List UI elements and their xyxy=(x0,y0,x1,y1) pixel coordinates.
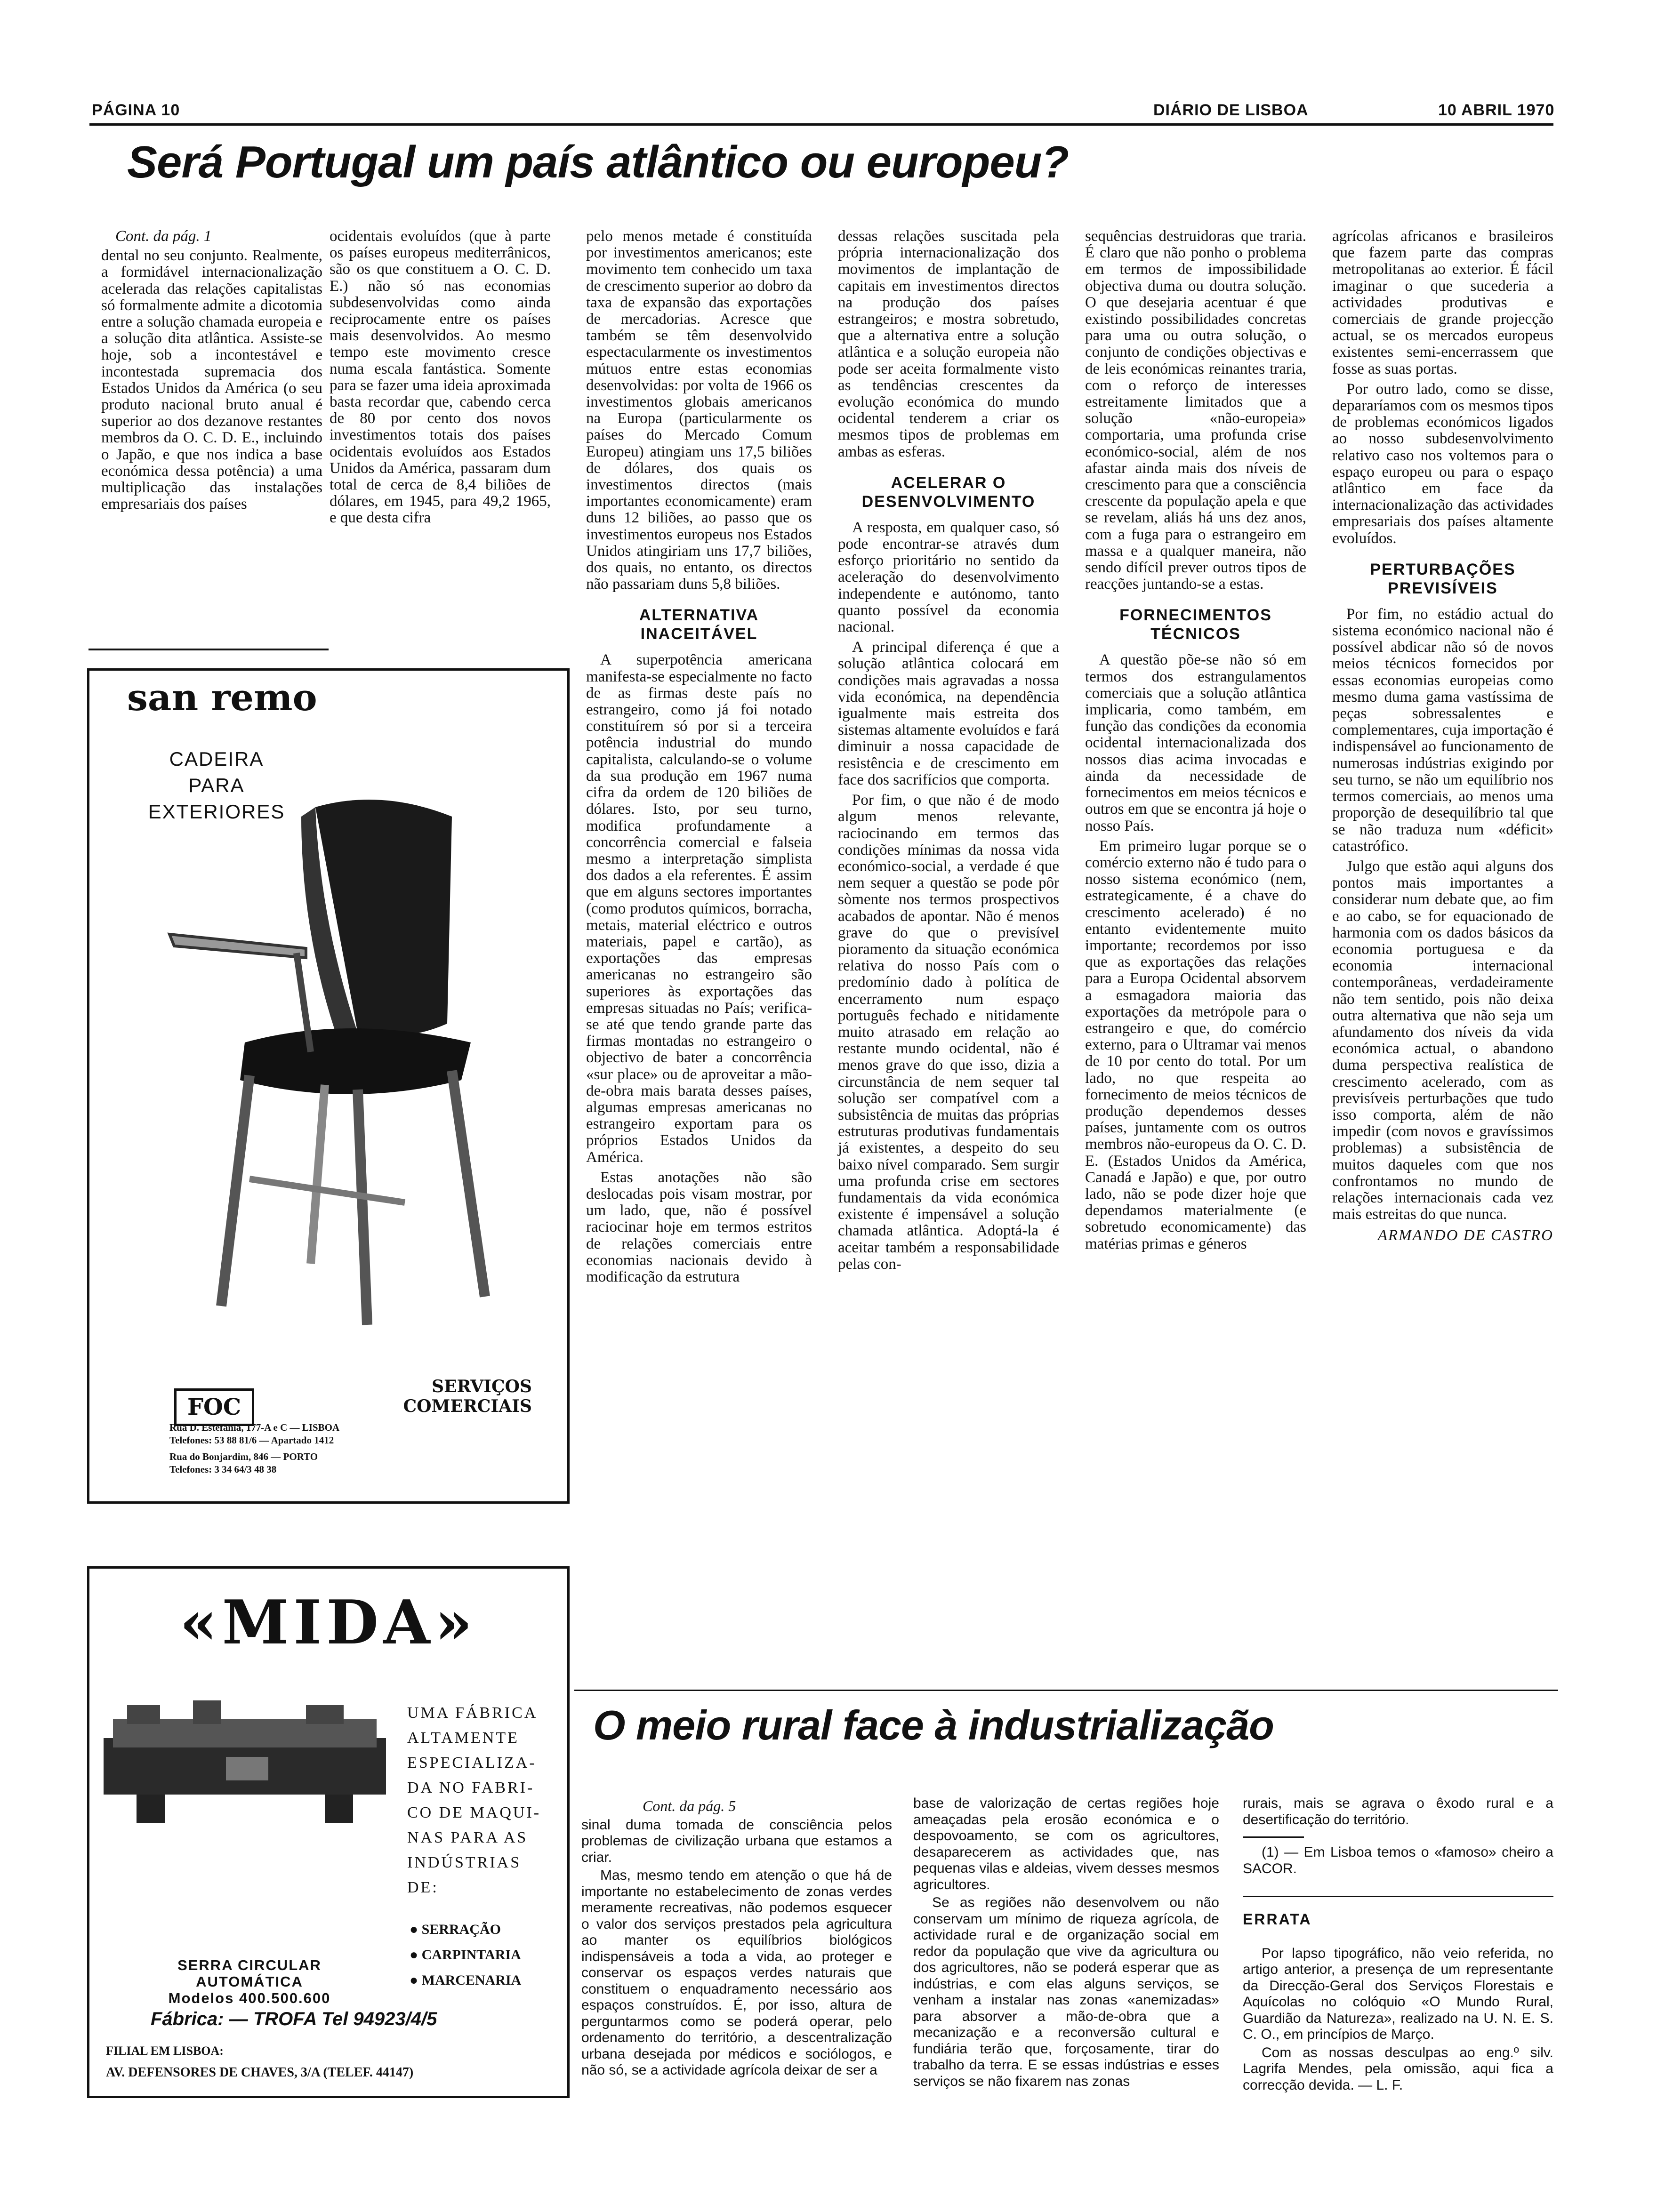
page-number: PÁGINA 10 xyxy=(92,101,180,119)
ad-tagline: CADEIRA PARA EXTERIORES xyxy=(148,748,285,823)
saw-machine-image xyxy=(99,1686,400,1827)
paragraph: rurais, mais se agrava o êxodo rural e a desertificação do território. xyxy=(1243,1795,1553,1827)
article-column-1 xyxy=(101,228,322,516)
branch-label: FILIAL EM LISBOA: xyxy=(106,2044,224,2058)
paragraph: Por lapso tipográfico, não veio referida, no artigo anterior, a presença de um representante da Direcção-Geral dos Serviços Florestais e Aquícolas no colóquio «O Mundo Rural, Guardião da Natureza», realizado na U. N. E. S. C. O., em princípios de Março. xyxy=(1243,1945,1553,2042)
article-title: Será Portugal um país atlântico ou europeu? xyxy=(127,137,1069,187)
paragraph: Por fim, no estádio actual do sistema económico nacional não é possível abdicar não só de novos meios técnicos fornecidos por essas economias europeias como mesmo duma gama vastíssima de peças sobressalentes e complementares, cuja importação é indispensável ao funcionamento de numerosas indústrias exigindo por seu turno, se não um equilíbrio nos termos comerciais, ao menos uma proporção de desequilíbrio tal que se não traduza num «déficit» catastrófico. xyxy=(1332,605,1553,855)
paragraph: Estas anotações não são deslocadas pois visam mostrar, por um lado, que, não é possível raciocinar hoje em termos estritos de relações comerciais entre economias nacionais devido à modificação da estrutura xyxy=(586,1169,812,1285)
ad-tagline: UMA FÁBRICA ALTAMENTE ESPECIALIZA- DA NO FABRI- CO DE MAQUI- NAS PARA AS INDÚSTRIAS DE: xyxy=(407,1704,541,1896)
foc-logo: FOC xyxy=(174,1388,254,1426)
brand-name: san remo xyxy=(127,676,317,719)
paragraph: pelo menos metade é constituída por investimentos americanos; este movimento tem conhecido um taxa de crescimento superior ao dobro da taxa de expansão das exportações de mercadorias. Acresce que também se têm desenvolvido espectacularmente os investimentos mútuos entre estas economias desenvolvidas: por volta de 1966 os investimentos globais americanos na Europa (particularmente os países do Mercado Comum Europeu) atingiam uns 17,5 biliões de dólares, dos quais os investimentos directos (mais importantes economicamente) eram duns 12 biliões, ao passo que os investimentos europeus nos Estados Unidos atingiriam uns 17,7 biliões, dos quais, no entanto, os directos não passariam duns 5,8 biliões. xyxy=(586,228,812,593)
factory-phone: Fábrica: — TROFA Tel 94923/4/5 xyxy=(151,2009,437,2029)
article-column-5 xyxy=(1085,228,1306,1256)
paragraph: Se as regiões não desenvolvem ou não conservam um mínimo de riqueza agrícola, de actividade rural e de organização social em redor da população que vive da agricultura ou dos agricultores, não se poderá esperar que as indústrias, e com elas alguns serviços, se venham a instalar nas zonas «anemizadas» para absorver a mão-de-obra que a mecanização e a reconversão cultural e fundiária terão que, forçosamente, tirar do trabalho da terra. E se essas indústrias e esses serviços se não fixarem nas zonas xyxy=(913,1895,1219,2089)
article-column-6 xyxy=(1332,228,1553,1244)
newspaper-name: DIÁRIO DE LISBOA xyxy=(1153,101,1309,119)
paragraph: Em primeiro lugar porque se o comércio externo não é tudo para o nosso sistema económico (nem, estrategicamente, é a chave do crescimento acelerado) é no entanto evidentemente muito importante; recordemos por isso que as exportações das relações para a Europa Ocidental absorvem a esmagadora maioria das exportações da metrópole para o estrangeiro e que, do comércio externo, para o Ultramar vai menos de 10 por cento do total. Por um lado, no que respeita ao fornecimento de meios técnicos de produção dependemos desses países, juntamente com os outros membros não-europeus da O. C. D. E. (Estados Unidos da América, Canadá e Japão) e que, por outro lado, não se pode dizer hoje que dependamos materialmente (e sobretudo economicamente) das matérias primas e géneros xyxy=(1085,837,1306,1252)
article2-column-2 xyxy=(913,1795,1219,2092)
branch-address: AV. DEFENSORES DE CHAVES, 3/A (TELEF. 44147) xyxy=(106,2065,414,2080)
mida-advertisement xyxy=(87,1566,570,2098)
column-divider xyxy=(88,649,329,650)
paragraph: ocidentais evoluídos (que à parte os países europeus mediterrânicos, são os que constituem a O. C. D. E.) não só nas economias subdesenvolvidas como ainda reciprocamente entre os países mais desenvolvidos. Ao mesmo tempo este movimento cresce numa escala fantástica. Somente para se fazer uma ideia aproximada basta recordar que, cabendo cerca de 80 por cento dos novos investimentos totais dos países ocidentais evoluídos aos Estados Unidos da América, passaram dum total de cerca de 8,4 biliões de dólares, em 1945, para 49,2 1965, e que desta cifra xyxy=(330,228,551,527)
paragraph: Por outro lado, como se disse, depararíamos com os mesmos tipos de problemas económicos ligados ao nosso subdesenvolvimento relativo caso nos voltemos para o espaço europeu ou para o espaço atlântico em face da internacionalização das actividades empresariais dos países altamente evoluídos. xyxy=(1332,380,1553,547)
subheading: FORNECIMENTOS TÉCNICOS xyxy=(1119,606,1272,643)
paragraph: Por fim, o que não é de modo algum menos relevante, raciocinando em termos das condições mínimas da nossa vida económico-social, a verdade é que nem sequer a questão se pode pôr sòmente nos termos prospectivos acabados de apontar. Não é menos grave do que o previsível pioramento da situação económica relativa do nosso País com o predomínio dado à política de encerramento num espaço português fechado e nitidamente muito atrasado em relação ao restante mundo ocidental, não é menos grave do que isso, dizia a circunstância de nem sequer tal solução ser compatível com a subsistência de muitas das próprias estruturas produtivas fundamentais já existentes, a despeito do seu baixo nível comparado. Sem surgir uma profunda crise em sectores fundamentais da vida económica existente é impensável a solução chamada atlântica. Adoptá-la é aceitar também a responsabilidade pelas con- xyxy=(838,792,1059,1273)
sanremo-advertisement xyxy=(87,668,570,1504)
brand-name: «MIDA» xyxy=(179,1587,477,1658)
continued-from: Cont. da pág. 5 xyxy=(643,1797,736,1814)
article2-column-1 xyxy=(581,1798,892,2081)
paragraph: Mas, mesmo tendo em atenção o que há de importante no estabelecimento de zonas verdes meramente recreativas, não podemos esquecer o valor dos serviços prestados pela agricultura ao manter os equilíbrios biológicos indispensáveis a toda a vida, ao proteger e conservar os espaços verdes naturais que constituem o enquadramento necessário aos espaços construídos. É, por isso, altura de perguntarmos como se poderá operar, pelo ordenamento do território, a descentralização urbana desejada por médicos e sociólogos, e não só, se a actividade agrícola deixar de ser a xyxy=(581,1867,892,2078)
errata-rule xyxy=(1243,1896,1553,1897)
article-column-2 xyxy=(330,228,551,530)
paragraph: Julgo que estão aqui alguns dos pontos mais importantes a considerar num debate que, ao fim e ao cabo, se for equacionado de harmonia com os dados básicos da economia portuguesa e da economia internacional contemporâneas, verdadeiramente não tem sentido, pois não deixa outra alternativa que não seja um afundamento dos níveis da vida económica actual, o abandono duma perspectiva realística de crescimento acelerado, com as previsíveis perturbações que tudo isso comporta, além de não impedir (com novos e gravíssimos problemas) a subsistência de muitos daqueles com que nos confrontamos no mundo de relações internacionais cada vez mais estreitas do que nunca. xyxy=(1332,858,1553,1223)
issue-date: 10 ABRIL 1970 xyxy=(1438,101,1555,119)
paragraph: sequências destruidoras que traria. É claro que não ponho o problema em termos de impossibilidade objectiva duma ou doutra solução. O que desejaria acentuar é que existindo possibilidades concretas para uma ou outra solução, o conjunto de condições objectivas e de leis económicas reinantes traria, com o reforço de interesses estreitamente limitados que a solução «não-europeia» comportaria, uma profunda crise económico-social, além de nos afastar ainda mais dos níveis de crescimento para que a consciência crescente da população apela e que se revelam, aliás há uns dez anos, com a fuga para o estrangeiro em massa e a qualquer maneira, não sendo difícil prever outros tipos de reacções juntando-se a estas. xyxy=(1085,228,1306,593)
paragraph: A questão põe-se não só em termos dos estrangulamentos comerciais que a solução atlântica implicaria, como também, em função das condições da economia ocidental internacionalizada dos nossos dias acima invocadas e ainda da necessidade de fornecimentos em meios técnicos e outros em que se encontra já hoje o nosso País. xyxy=(1085,651,1306,834)
paragraph: Com as nossas desculpas ao eng.º silv. Lagrifa Mendes, pela omissão, aqui fica a correcção devida. — L. F. xyxy=(1243,2044,1553,2093)
article-column-4 xyxy=(838,228,1059,1276)
continued-from: Cont. da pág. 1 xyxy=(115,228,212,245)
footnote: (1) — Em Lisboa temos o «famoso» cheiro a SACOR. xyxy=(1243,1844,1553,1876)
paragraph: agrícolas africanos e brasileiros que fazem parte das compras metropolitanas ao exterior. É fácil imaginar o que sucederia a actividades produtivas e comerciais de grande projecção actual, se os mercados europeus existentes semi-encerrassem que fosse as suas portas. xyxy=(1332,228,1553,377)
subheading: PERTURBAÇÕES PREVISÍVEIS xyxy=(1370,560,1516,597)
article-title-2: O meio rural face à industrialização xyxy=(593,1702,1274,1748)
paragraph: A principal diferença é que a solução atlântica colocará em condições mais agravadas a nossa vida económica, na dependência igualmente mais estreita dos sistemas altamente evoluídos e fará diminuir a nossa capacidade de resistência e de crescimento em face dos sacrifícios que comporta. xyxy=(838,639,1059,788)
ad-services: SERVIÇOS COMERCIAIS xyxy=(403,1377,532,1416)
paragraph: A resposta, em qualquer caso, só pode encontrar-se através dum esforço prioritário no sentido da aceleração do desenvolvimento independente e autónomo, tanto quanto possível da economia nacional. xyxy=(838,519,1059,636)
author-signature: ARMANDO DE CASTRO xyxy=(1377,1227,1553,1244)
paragraph: dental no seu conjunto. Realmente, a formidável internacionalização acelerada das relações capitalistas só formalmente admite a dicotomia entre a solução chamada europeia e a solução dita atlântica. Assiste-se hoje, sob a incontestável e incontestada supremacia dos Estados Unidos da América (o seu produto nacional bruto anual é superior ao dos dezanove restantes membros da O. C. D. E., incluindo o Japão, e que nos indica a base económica dessa potência) a uma multiplicação das instalações empresariais dos países xyxy=(101,247,322,513)
ad-items: ● SERRAÇÃO ● CARPINTARIA ● MARCENARIA xyxy=(410,1922,522,1988)
chair-image xyxy=(160,779,527,1334)
article2-column-3 xyxy=(1243,1795,1553,2095)
ad-addresses: Rua D. Estefânia, 177-A e C — LISBOA Telefones: 53 88 81/6 — Apartado 1412 Rua do Bonjardim, 846 — PORTO Telefones: 3 34 64/3 48 38 xyxy=(169,1422,340,1475)
article-divider xyxy=(574,1690,1558,1691)
paragraph: base de valorização de certas regiões hoje ameaçadas pela erosão económica e o despovoamento, se com os agricultores, desaparecerem as actividades que, nas pequenas vilas e aldeias, vivem desses mesmos agricultores. xyxy=(913,1795,1219,1892)
paragraph: dessas relações suscitada pela própria internacionalização dos movimentos de implantação de capitais em investimentos directos na produção dos países estrangeiros; e mostra sobretudo, que a alternativa entre a solução atlântica e a solução europeia não pode ser aceita formalmente visto as tendências crescentes da evolução económica do mundo ocidental tenderem a criar os mesmos tipos de problemas em ambas as esferas. xyxy=(838,228,1059,460)
paragraph: A superpotência americana manifesta-se especialmente no facto de as firmas deste país no estrangeiro, como já foi notado constituírem só por si a terceira potência industrial do mundo capitalista, calculando-se o volume da sua produção em 1967 numa cifra da ordem de 120 biliões de dólares. Isto, por seu turno, modifica profundamente a concorrência comercial e falseia mesmo a interpretação simplista dos dados a ela referentes. É assim que em alguns sectores importantes (como produtos químicos, borracha, metais, material eléctrico e outros materiais, papel e cartão), as exportações das empresas americanas no estrangeiro são superiores às exportações das empresas situadas no País; verifica-se até que tendo grande parte das firmas montadas no estrangeiro o objectivo de bater a concorrência «sur place» ou de aproveitar a mão-de-obra mais barata desses países, algumas empresas americanas no estrangeiro exportam para os próprios Estados Unidos da América. xyxy=(586,651,812,1166)
footnote-rule xyxy=(1243,1836,1304,1838)
header-rule xyxy=(89,123,1553,126)
article-column-3 xyxy=(586,228,812,1289)
paragraph: sinal duma tomada de consciência pelos problemas de civilização urbana que estamos a criar. xyxy=(581,1817,892,1865)
errata-title: ERRATA xyxy=(1243,1911,1312,1928)
machine-name: SERRA CIRCULAR AUTOMÁTICA Modelos 400.500.600 xyxy=(168,1957,331,2006)
subheading: ALTERNATIVA INACEITÁVEL xyxy=(639,606,759,643)
subheading: ACELERAR O DESENVOLVIMENTO xyxy=(861,473,1036,511)
